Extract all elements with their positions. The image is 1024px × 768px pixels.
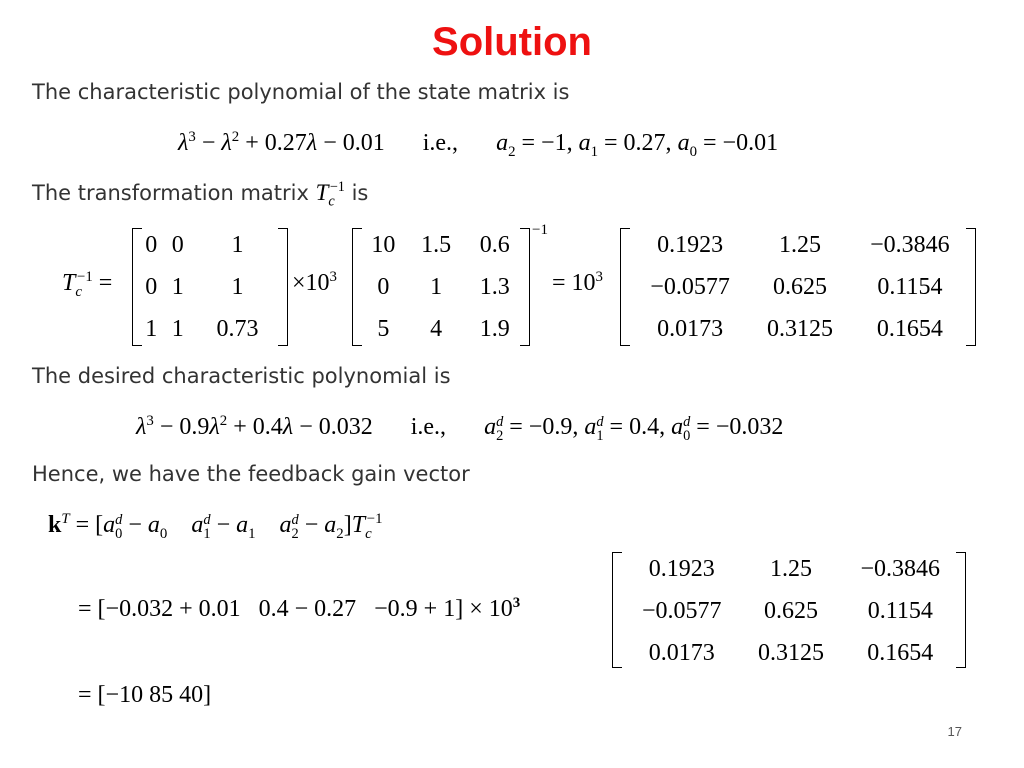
matrix-row (622, 590, 960, 632)
matrix-row (360, 308, 524, 350)
matrix-row (630, 266, 970, 308)
m2-inverse-exponent: −1 (532, 222, 548, 238)
matrix-cell: 0.1654 (867, 639, 934, 666)
char-poly-expression: $\lambda^3 - \lambda^2 + 0.27\lambda - 0.01$ (178, 129, 385, 156)
matrix-cell: 0.625 (763, 597, 818, 624)
equation-desired-poly (136, 414, 783, 443)
matrix-cell: 1.25 (769, 555, 812, 582)
matrix-cell: 0.0173 (657, 315, 724, 342)
desired-ie-text: i.e., (410, 414, 447, 440)
matrix-cell: 0.3125 (757, 639, 824, 666)
matrix-cell: 0.3125 (766, 315, 833, 342)
paragraph-transformation (32, 179, 369, 210)
matrix-row (138, 266, 284, 308)
char-coeffs: $a_2 = -1$, $a_1 = 0.27$, $a_0 = -0.01$ (496, 130, 779, 160)
matrix-cell: 0.1654 (876, 315, 943, 342)
paragraph-transformation-text: The transformation matrix (32, 181, 309, 205)
matrix-row (622, 632, 960, 674)
tc-inverse-label: $T_c^{-1}$ = (62, 269, 113, 300)
matrix-cell: −0.3846 (870, 231, 950, 258)
matrix-cell: 0.73 (216, 315, 259, 342)
times-label: $\times 10^3$ (292, 269, 337, 296)
matrix-cell: 0.0173 (648, 639, 715, 666)
matrix-cell: 1.3 (479, 273, 510, 300)
matrix-cell: 0 (145, 231, 158, 258)
matrix-cell: 1 (231, 231, 244, 258)
matrix-row (360, 224, 524, 266)
equation-kt-result: = [−10 85 40] (78, 682, 212, 708)
char-ie-text: i.e., (422, 130, 459, 156)
matrix-cell: 1.5 (421, 231, 452, 258)
paragraph-desired: The desired characteristic polynomial is (32, 364, 451, 388)
matrix-cell: 1.25 (778, 231, 821, 258)
matrix-cell: 1 (430, 273, 443, 300)
matrix-row (630, 308, 970, 350)
matrix-m3 (620, 228, 976, 346)
paragraph-feedback: Hence, we have the feedback gain vector (32, 462, 470, 486)
matrix-row (138, 224, 284, 266)
desired-poly-expression: $\lambda^3 - 0.9\lambda^2 + 0.4\lambda - 0.032$ (136, 413, 373, 440)
matrix-cell: 1 (145, 315, 158, 342)
desired-coeffs: a d 2 = −0.9, a d 1 = 0.4, a d 0 = −0.032 (484, 413, 784, 444)
matrix-m1 (132, 228, 288, 346)
equation-char-poly (178, 129, 779, 160)
matrix-cell: 0 (171, 231, 184, 258)
equation-kt-definition: $k^T = [a$ d 0 − $a_0$ a d 1 − $a_1$ a d 2 − $a_2]T_c^{-1}$ (48, 511, 383, 542)
matrix-cell: 0.1154 (877, 273, 943, 300)
matrix-cell: 0.1923 (648, 555, 715, 582)
matrix-m2 (352, 228, 530, 346)
matrix-cell: −0.3846 (860, 555, 941, 582)
matrix-cell: 4 (430, 315, 443, 342)
matrix-cell: −0.0577 (650, 273, 730, 300)
slide-title: Solution (432, 20, 592, 64)
matrix-row (360, 266, 524, 308)
matrix-cell: 10 (371, 231, 396, 258)
matrix-cell: 5 (377, 315, 390, 342)
page-number: 17 (947, 724, 962, 739)
matrix-cell: −0.0577 (641, 597, 722, 624)
matrix-cell: 0.625 (772, 273, 827, 300)
matrix-cell: 0 (145, 273, 158, 300)
matrix-m4 (612, 552, 966, 668)
matrix-cell: 1 (171, 315, 184, 342)
matrix-row (622, 548, 960, 590)
paragraph-transformation-suffix: is (351, 181, 369, 205)
matrix-cell: 0.1923 (657, 231, 724, 258)
matrix-cell: 1 (231, 273, 244, 300)
equals-10-label: = $10^3$ (552, 269, 603, 296)
matrix-row (138, 308, 284, 350)
matrix-cell: 0.1154 (867, 597, 933, 624)
matrix-cell: 0.6 (479, 231, 510, 258)
tc-inverse-symbol: $T_c^{-1}$ (315, 179, 345, 210)
matrix-cell: 1 (171, 273, 184, 300)
matrix-cell: 1.9 (479, 315, 510, 342)
matrix-row (630, 224, 970, 266)
equation-kt-row: = [−0.032 + 0.01 $0.4 - 0.27 -0.9 + 1] \times 10^3$ (78, 595, 521, 622)
matrix-cell: 0 (377, 273, 390, 300)
paragraph-char-poly: The characteristic polynomial of the state matrix is (32, 80, 570, 104)
